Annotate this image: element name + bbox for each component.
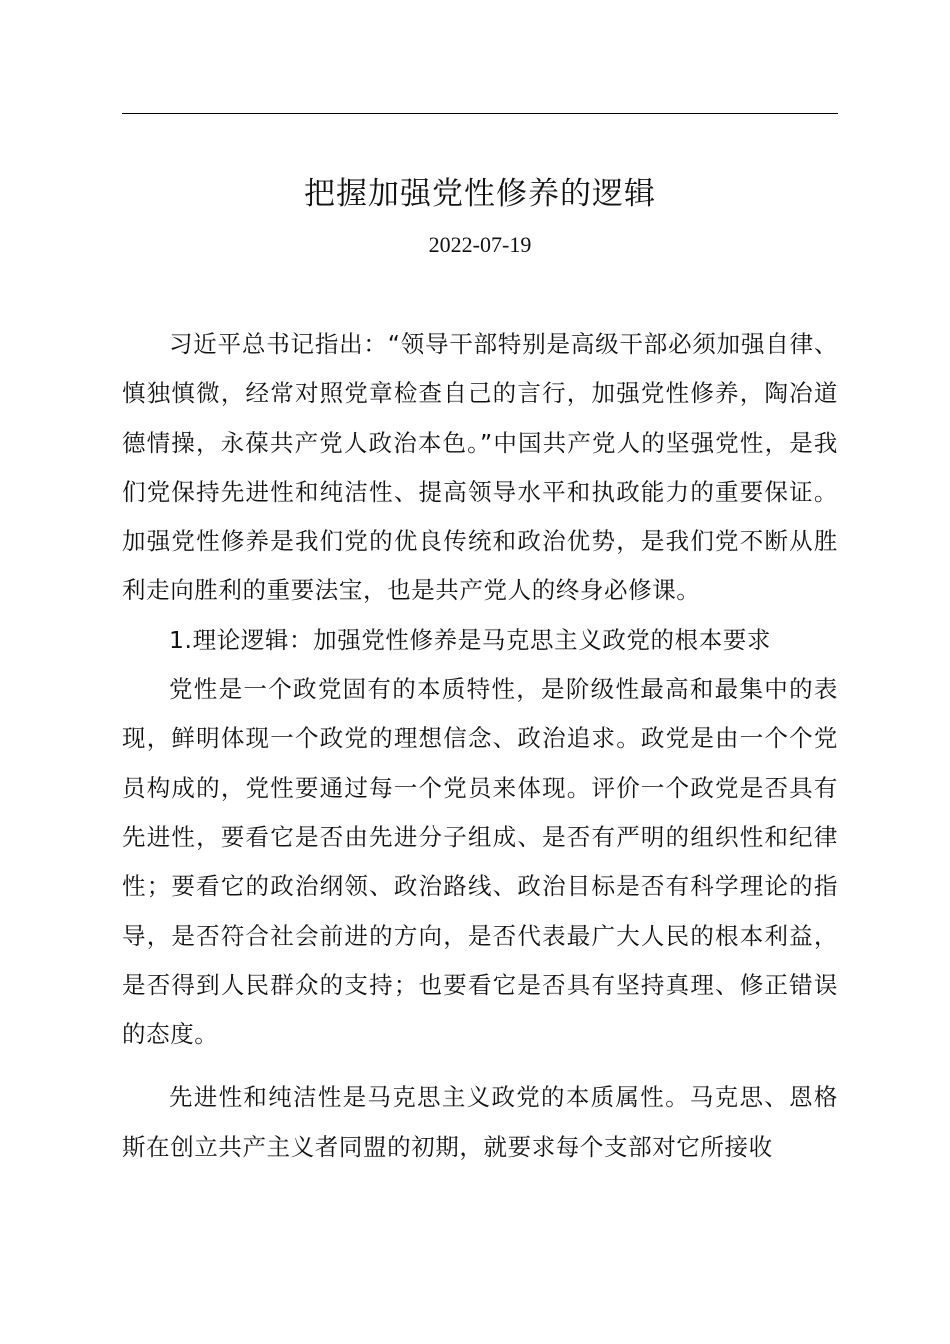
paragraph-party-nature: 党性是一个政党固有的本质特性，是阶级性最高和最集中的表现，鲜明体现一个政党的理想信念、政治追求。政党是由一个个党员构成的，党性要通过每一个党员来体现。评价一个政党是否具有先进性，要看它是否由先进分子组成、是否有严明的组织性和纪律性；要看它的政治纲领、政治路线、政治目标是否有科学理论的指导，是否符合社会前进的方向，是否代表最广大人民的根本利益，是否得到人民群众的支持；也要看它是否具有坚持真理、修正错误的态度。 [122, 675, 838, 1049]
document-body [122, 320, 838, 1172]
document-title: 把握加强党性修养的逻辑 [304, 176, 656, 212]
publish-date: 2022-07-19 [428, 232, 532, 257]
paragraph-intro: 习近平总书记指出：“领导干部特别是高级干部必须加强自律、慎独慎微，经常对照党章检查自己的言行，加强党性修养，陶冶道德情操，永葆共产党人政治本色。”中国共产党人的坚强党性，是我们党保持先进性和纯洁性、提高领导水平和执政能力的重要保证。加强党性修养是我们党的优良传统和政治优势，是我们党不断从胜利走向胜利的重要法宝，也是共产党人的终身必修课。 [122, 330, 838, 605]
section-heading: 1.理论逻辑：加强党性修养是马克思主义政党的根本要求 [169, 625, 772, 654]
header-rule [122, 113, 838, 114]
paragraph-advancement: 先进性和纯洁性是马克思主义政党的本质属性。马克思、恩格斯在创立共产主义者同盟的初期，就要求每个支部对它所接收 [122, 1083, 838, 1161]
